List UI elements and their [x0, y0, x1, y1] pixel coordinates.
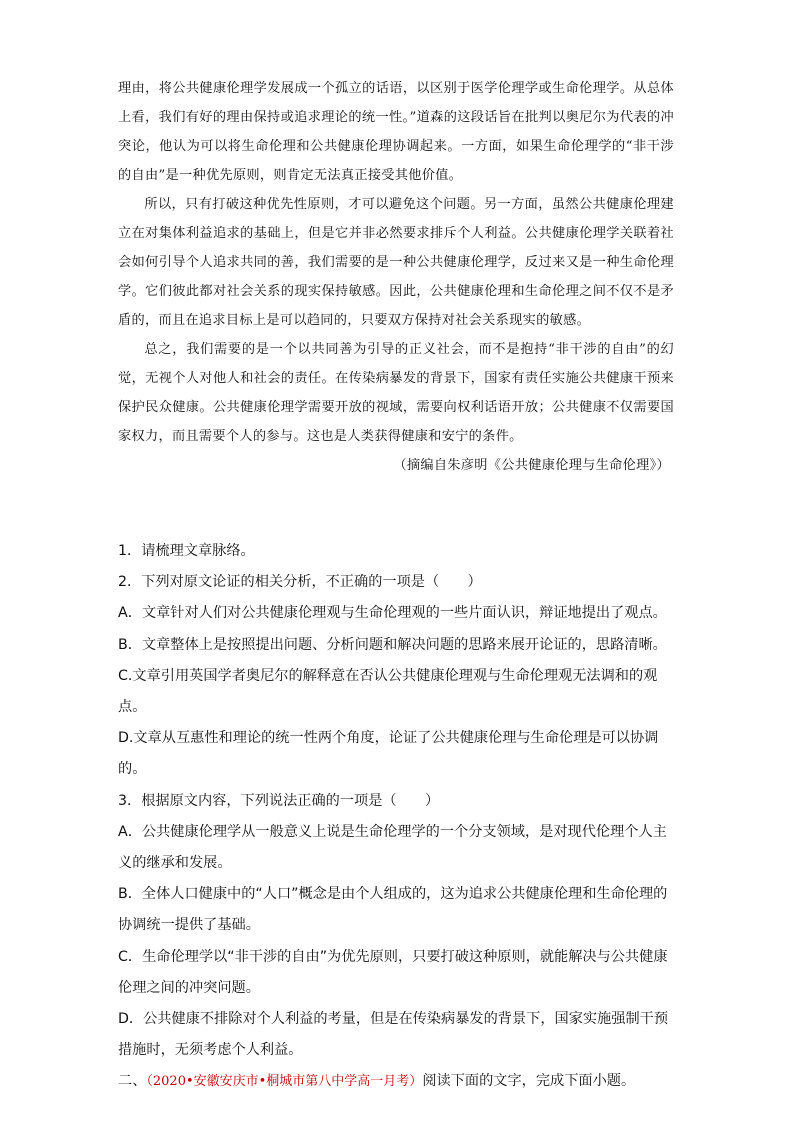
section-2-heading: [118, 1066, 678, 1097]
question-2-option-c: C.文章引用英国学者奥尼尔的解释意在否认公共健康伦理观与生命伦理观无法调和的观点。: [118, 667, 658, 716]
passage-paragraph: 总之，我们需要的是一个以共同善为引导的正义社会，而不是抱持“非干涉的自由”的幻觉，无视个人对他人和社会的责任。在传染病暴发的背景下，国家有责任实施公共健康干预来保护民众健康。公共健康伦理学需要开放的视域，需要向权利话语开放；公共健康不仅需要国家权力，而且需要个人的参与。这也是人类获得健康和安宁的条件。: [118, 342, 674, 444]
reading-passage: [118, 74, 674, 480]
question-2-option-b: B．文章整体上是按照提出问题、分析问题和解决问题的思路来展开论证的，思路清晰。: [118, 636, 667, 653]
passage-paragraph: 所以，只有打破这种优先性原则，才可以避免这个问题。另一方面，虽然公共健康伦理建立在对集体利益追求的基础上，但是它并非必然要求排斥个人利益。公共健康伦理学关联着社会如何引导个人追求共同的善，我们需要的是一种公共健康伦理学，反过来又是一种生命伦理学。它们彼此都对社会关系的现实保持敏感。因此，公共健康伦理和生命伦理之间不仅不是矛盾的，而且在追求目标上是可以趋同的，只要双方保持对社会关系现实的敏感。: [118, 197, 674, 328]
source-tag: （2020•安徽安庆市•桐城市第八中学高一月考）: [146, 1074, 423, 1090]
question-2-option-d: D.文章从互惠性和理论的统一性两个角度，论证了公共健康伦理与生命伦理是可以协调的。: [118, 730, 659, 778]
section-2-number: 二、: [118, 1073, 147, 1090]
passage-paragraph: 理由，将公共健康伦理学发展成一个孤立的话语，以区别于医学伦理学或生命伦理学。从总体上看，我们有好的理由保持或追求理论的统一性。”道森的这段话旨在批判以奥尼尔为代表的冲突论，他认为可以将生命伦理和公共健康伦理协调起来。一方面，如果生命伦理学的“非干涉的自由”是一种优先原则，则肯定无法真正接受其他价值。: [118, 81, 674, 183]
question-3: 3．根据原文内容，下列说法正确的一项是（ ）: [118, 792, 440, 809]
question-3-option-b: B．全体人口健康中的“人口”概念是由个人组成的，这为追求公共健康伦理和生命伦理的协调统一提供了基础。: [118, 886, 668, 934]
question-2-option-a: A．文章针对人们对公共健康伦理观与生命伦理观的一些片面认识，辩证地提出了观点。: [118, 605, 667, 622]
question-3-option-c: C．生命伦理学以“非干涉的自由”为优先原则，只要打破这种原则，就能解决与公共健康伦理之间的冲突问题。: [118, 948, 668, 996]
question-3-option-a: A．公共健康伦理学从一般意义上说是生命伦理学的一个分支领域，是对现代伦理个人主义的继承和发展。: [118, 823, 667, 872]
section-2-instruction: 阅读下面的文字，完成下面小题。: [422, 1073, 636, 1090]
question-3-option-d: D．公共健康不排除对个人利益的考量，但是在传染病暴发的背景下，国家实施强制干预措施时，无须考虑个人利益。: [118, 1011, 669, 1059]
passage-source: （摘编自朱彦明《公共健康伦理与生命伦理》）: [393, 458, 670, 473]
question-1: 1．请梳理文章脉络。: [118, 543, 255, 559]
question-list: [118, 536, 678, 1098]
question-2: 2．下列对原文论证的相关分析，不正确的一项是（ ）: [118, 574, 482, 591]
